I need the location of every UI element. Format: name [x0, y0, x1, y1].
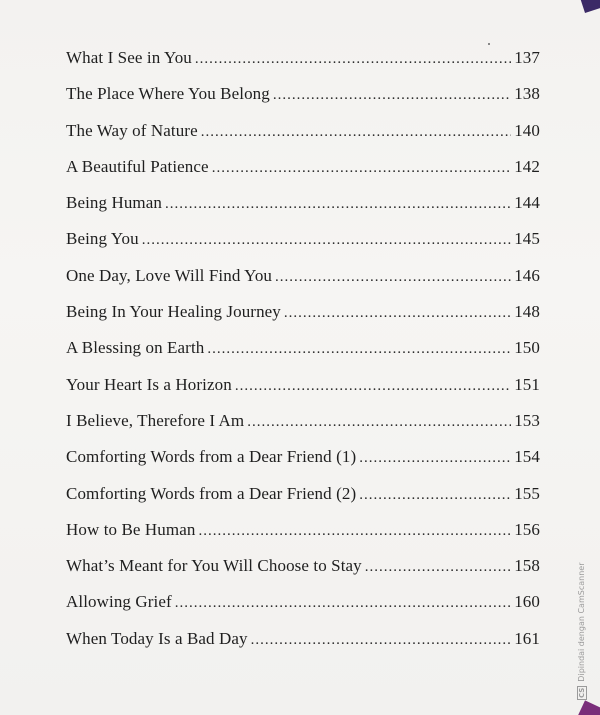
- toc-entry-page-number: 142: [514, 156, 540, 176]
- toc-entry: [66, 338, 540, 374]
- toc-entry: [66, 629, 540, 665]
- toc-entry-page-number: 150: [514, 338, 540, 358]
- toc-leader-dots: [251, 632, 512, 649]
- scanner-watermark: [577, 563, 587, 701]
- toc-entry-title: Being You: [66, 229, 139, 249]
- toc-leader-dots: [359, 450, 511, 467]
- table-of-contents: [66, 48, 540, 665]
- toc-entry-title: What’s Meant for You Will Choose to Stay: [66, 556, 362, 576]
- toc-entry-page-number: 144: [514, 193, 540, 213]
- toc-entry-title: One Day, Love Will Find You: [66, 265, 273, 285]
- toc-leader-dots: [273, 87, 511, 104]
- toc-leader-dots: [175, 595, 511, 612]
- toc-entry-title: The Place Where You Belong: [66, 84, 270, 104]
- toc-entry: [66, 592, 540, 628]
- toc-entry-page-number: 156: [514, 519, 540, 539]
- toc-entry-title: I Believe, Therefore I Am: [66, 410, 245, 430]
- toc-leader-dots: [235, 378, 511, 395]
- toc-leader-dots: [201, 124, 511, 141]
- toc-leader-dots: [207, 341, 511, 358]
- toc-entry-page-number: 145: [514, 229, 540, 249]
- cover-corner-top: [580, 0, 600, 13]
- toc-leader-dots: [165, 196, 511, 213]
- toc-entry-page-number: 154: [514, 447, 540, 467]
- toc-entry-title: Being In Your Healing Journey: [66, 302, 281, 322]
- toc-leader-dots: [247, 414, 511, 431]
- toc-leader-dots: [195, 51, 511, 68]
- toc-entry: [66, 121, 540, 157]
- toc-entry: [66, 157, 540, 193]
- toc-entry-page-number: 161: [514, 628, 540, 648]
- toc-entry-page-number: 151: [514, 374, 540, 394]
- toc-entry-title: What I See in You: [66, 48, 192, 67]
- toc-entry-title: The Way of Nature: [66, 120, 198, 140]
- toc-entry: [66, 411, 540, 447]
- toc-entry-page-number: 137: [514, 48, 540, 67]
- toc-entry: [66, 484, 540, 520]
- toc-entry: [66, 229, 540, 265]
- toc-leader-dots: [198, 523, 511, 540]
- toc-entry-title: When Today Is a Bad Day: [66, 628, 248, 648]
- toc-leader-dots: [212, 160, 512, 177]
- toc-entry-page-number: 140: [514, 120, 540, 140]
- toc-entry-title: A Blessing on Earth: [66, 338, 205, 358]
- toc-leader-dots: [275, 269, 511, 286]
- toc-entry-page-number: 138: [514, 84, 540, 104]
- toc-entry: [66, 375, 540, 411]
- toc-entry-page-number: 146: [514, 265, 540, 285]
- toc-entry-title: A Beautiful Patience: [66, 156, 209, 176]
- toc-entry: [66, 48, 540, 84]
- toc-entry: [66, 193, 540, 229]
- toc-leader-dots: [365, 559, 511, 576]
- toc-entry-title: Allowing Grief: [66, 592, 172, 612]
- toc-entry-title: Comforting Words from a Dear Friend (1): [66, 447, 357, 467]
- toc-entry-page-number: 153: [514, 410, 540, 430]
- toc-entry-page-number: 158: [514, 556, 540, 576]
- watermark-text: Dipindai dengan CamScanner: [577, 562, 586, 682]
- camscanner-icon: CS: [578, 687, 586, 698]
- toc-entry-page-number: 155: [514, 483, 540, 503]
- toc-entry: [66, 556, 540, 592]
- toc-leader-dots: [142, 232, 511, 249]
- toc-entry-title: How to Be Human: [66, 519, 196, 539]
- toc-entry-page-number: 160: [514, 592, 540, 612]
- toc-entry: [66, 447, 540, 483]
- toc-leader-dots: [284, 305, 511, 322]
- toc-entry-title: Your Heart Is a Horizon: [66, 374, 232, 394]
- toc-entry-title: Being Human: [66, 193, 163, 213]
- toc-entry: [66, 84, 540, 120]
- paper-speck: [488, 43, 490, 45]
- toc-entry: [66, 266, 540, 302]
- toc-entry-page-number: 148: [514, 302, 540, 322]
- toc-entry-title: Comforting Words from a Dear Friend (2): [66, 483, 357, 503]
- toc-leader-dots: [359, 487, 511, 504]
- cover-corner-bottom: [577, 700, 600, 715]
- toc-entry: [66, 302, 540, 338]
- toc-entry: [66, 520, 540, 556]
